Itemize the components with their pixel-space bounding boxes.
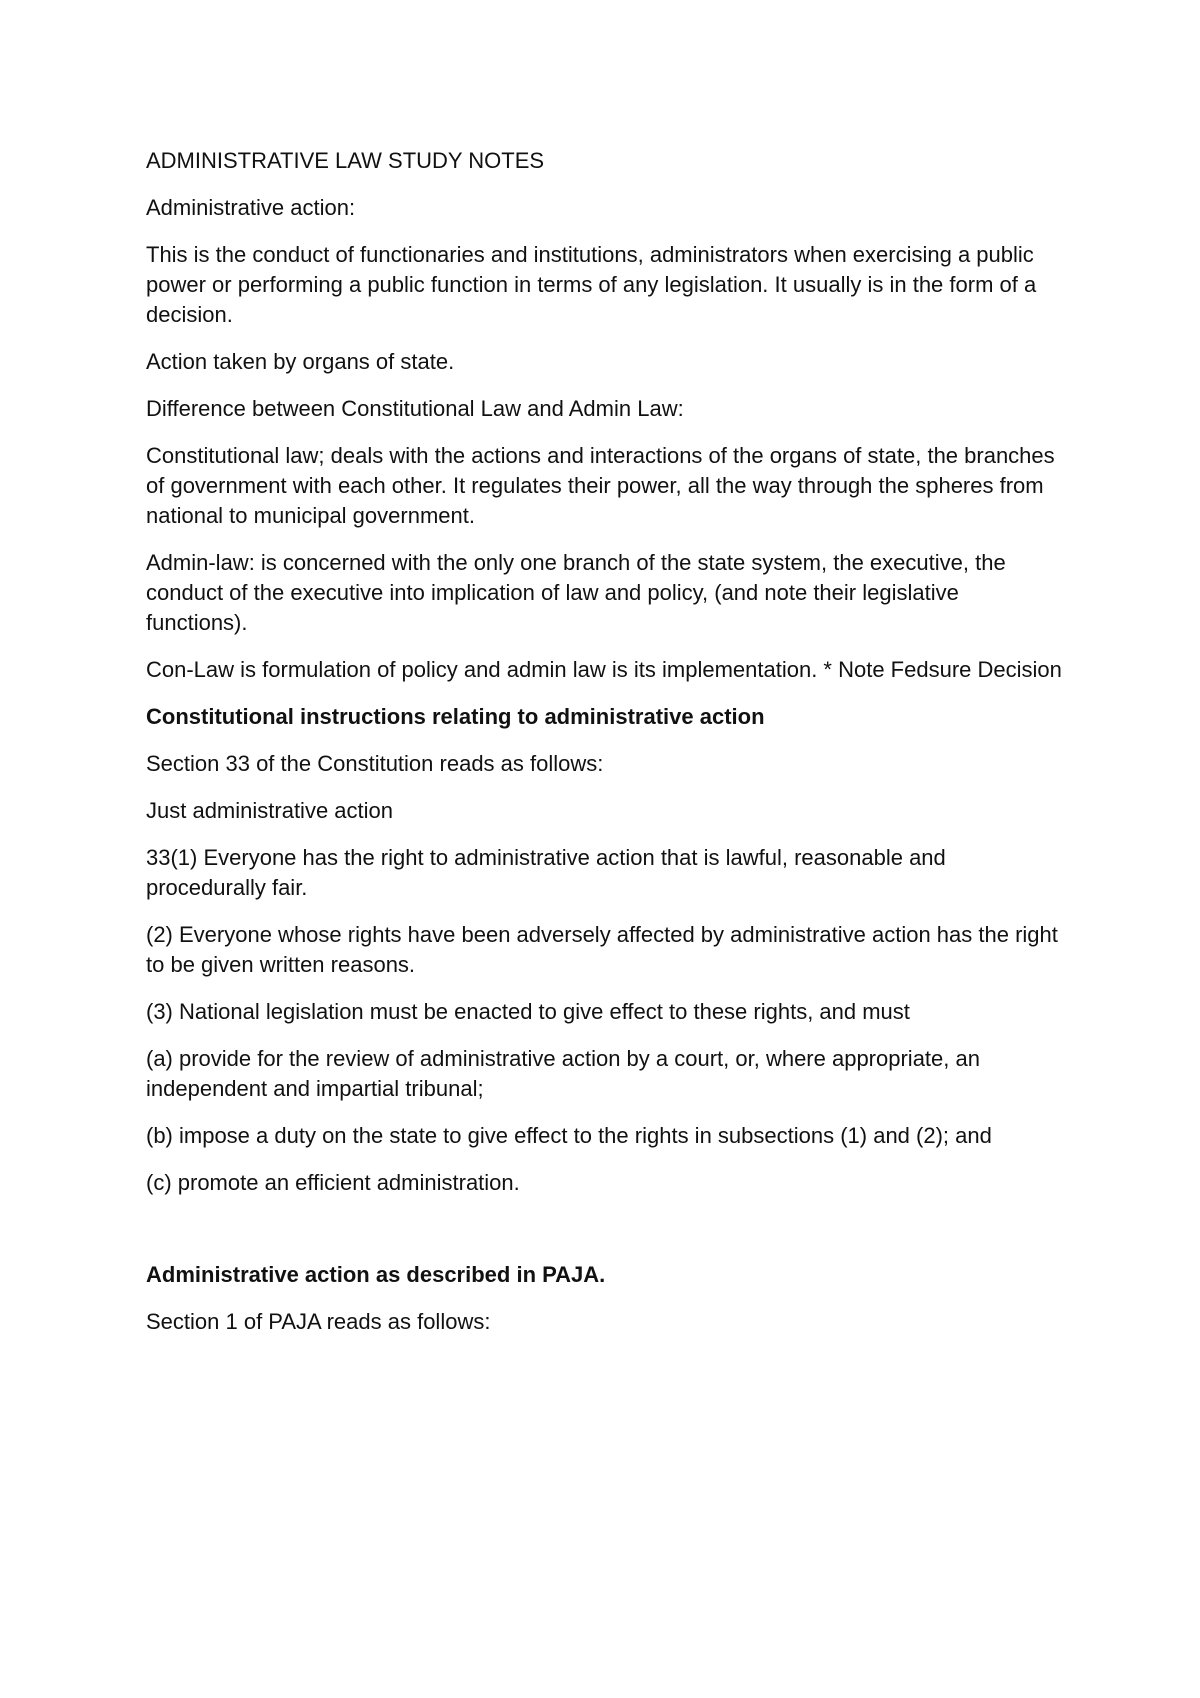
paragraph: (2) Everyone whose rights have been adversely affected by administrative action has the right to be given written reasons.: [146, 922, 1058, 977]
paragraph: (c) promote an efficient administration.: [146, 1170, 520, 1195]
paragraph: Constitutional law; deals with the actions and interactions of the organs of state, the branches of government with each other. It regulates their power, all the way through the spheres from national to municipal government.: [146, 443, 1055, 528]
blank-line: [146, 1215, 1066, 1260]
paragraph: Administrative action:: [146, 195, 356, 220]
paragraph: (b) impose a duty on the state to give effect to the rights in subsections (1) and (2); and: [146, 1123, 992, 1148]
document-title: ADMINISTRATIVE LAW STUDY NOTES: [146, 148, 545, 173]
paragraph: Just administrative action: [146, 798, 393, 823]
section-heading: Administrative action as described in PAJA.: [146, 1262, 606, 1287]
paragraph: Con-Law is formulation of policy and admin law is its implementation. * Note Fedsure Decision: [146, 657, 1062, 682]
paragraph: This is the conduct of functionaries and institutions, administrators when exercising a public power or performing a public function in terms of any legislation. It usually is in the form of a decision.: [146, 242, 1037, 327]
paragraph: (a) provide for the review of administrative action by a court, or, where appropriate, an independent and impartial tribunal;: [146, 1046, 980, 1101]
paragraph: Difference between Constitutional Law and Admin Law:: [146, 396, 684, 421]
paragraph: 33(1) Everyone has the right to administrative action that is lawful, reasonable and procedurally fair.: [146, 845, 946, 900]
paragraph: (3) National legislation must be enacted to give effect to these rights, and must: [146, 999, 910, 1024]
paragraph: Section 33 of the Constitution reads as follows:: [146, 751, 604, 776]
section-heading: Constitutional instructions relating to administrative action: [146, 704, 765, 729]
paragraph: Action taken by organs of state.: [146, 349, 455, 374]
paragraph: Section 1 of PAJA reads as follows:: [146, 1309, 491, 1334]
document-body: [146, 146, 1066, 1354]
paragraph: Admin-law: is concerned with the only one branch of the state system, the executive, the conduct of the executive into implication of law and policy, (and note their legislative functions).: [146, 550, 1006, 635]
